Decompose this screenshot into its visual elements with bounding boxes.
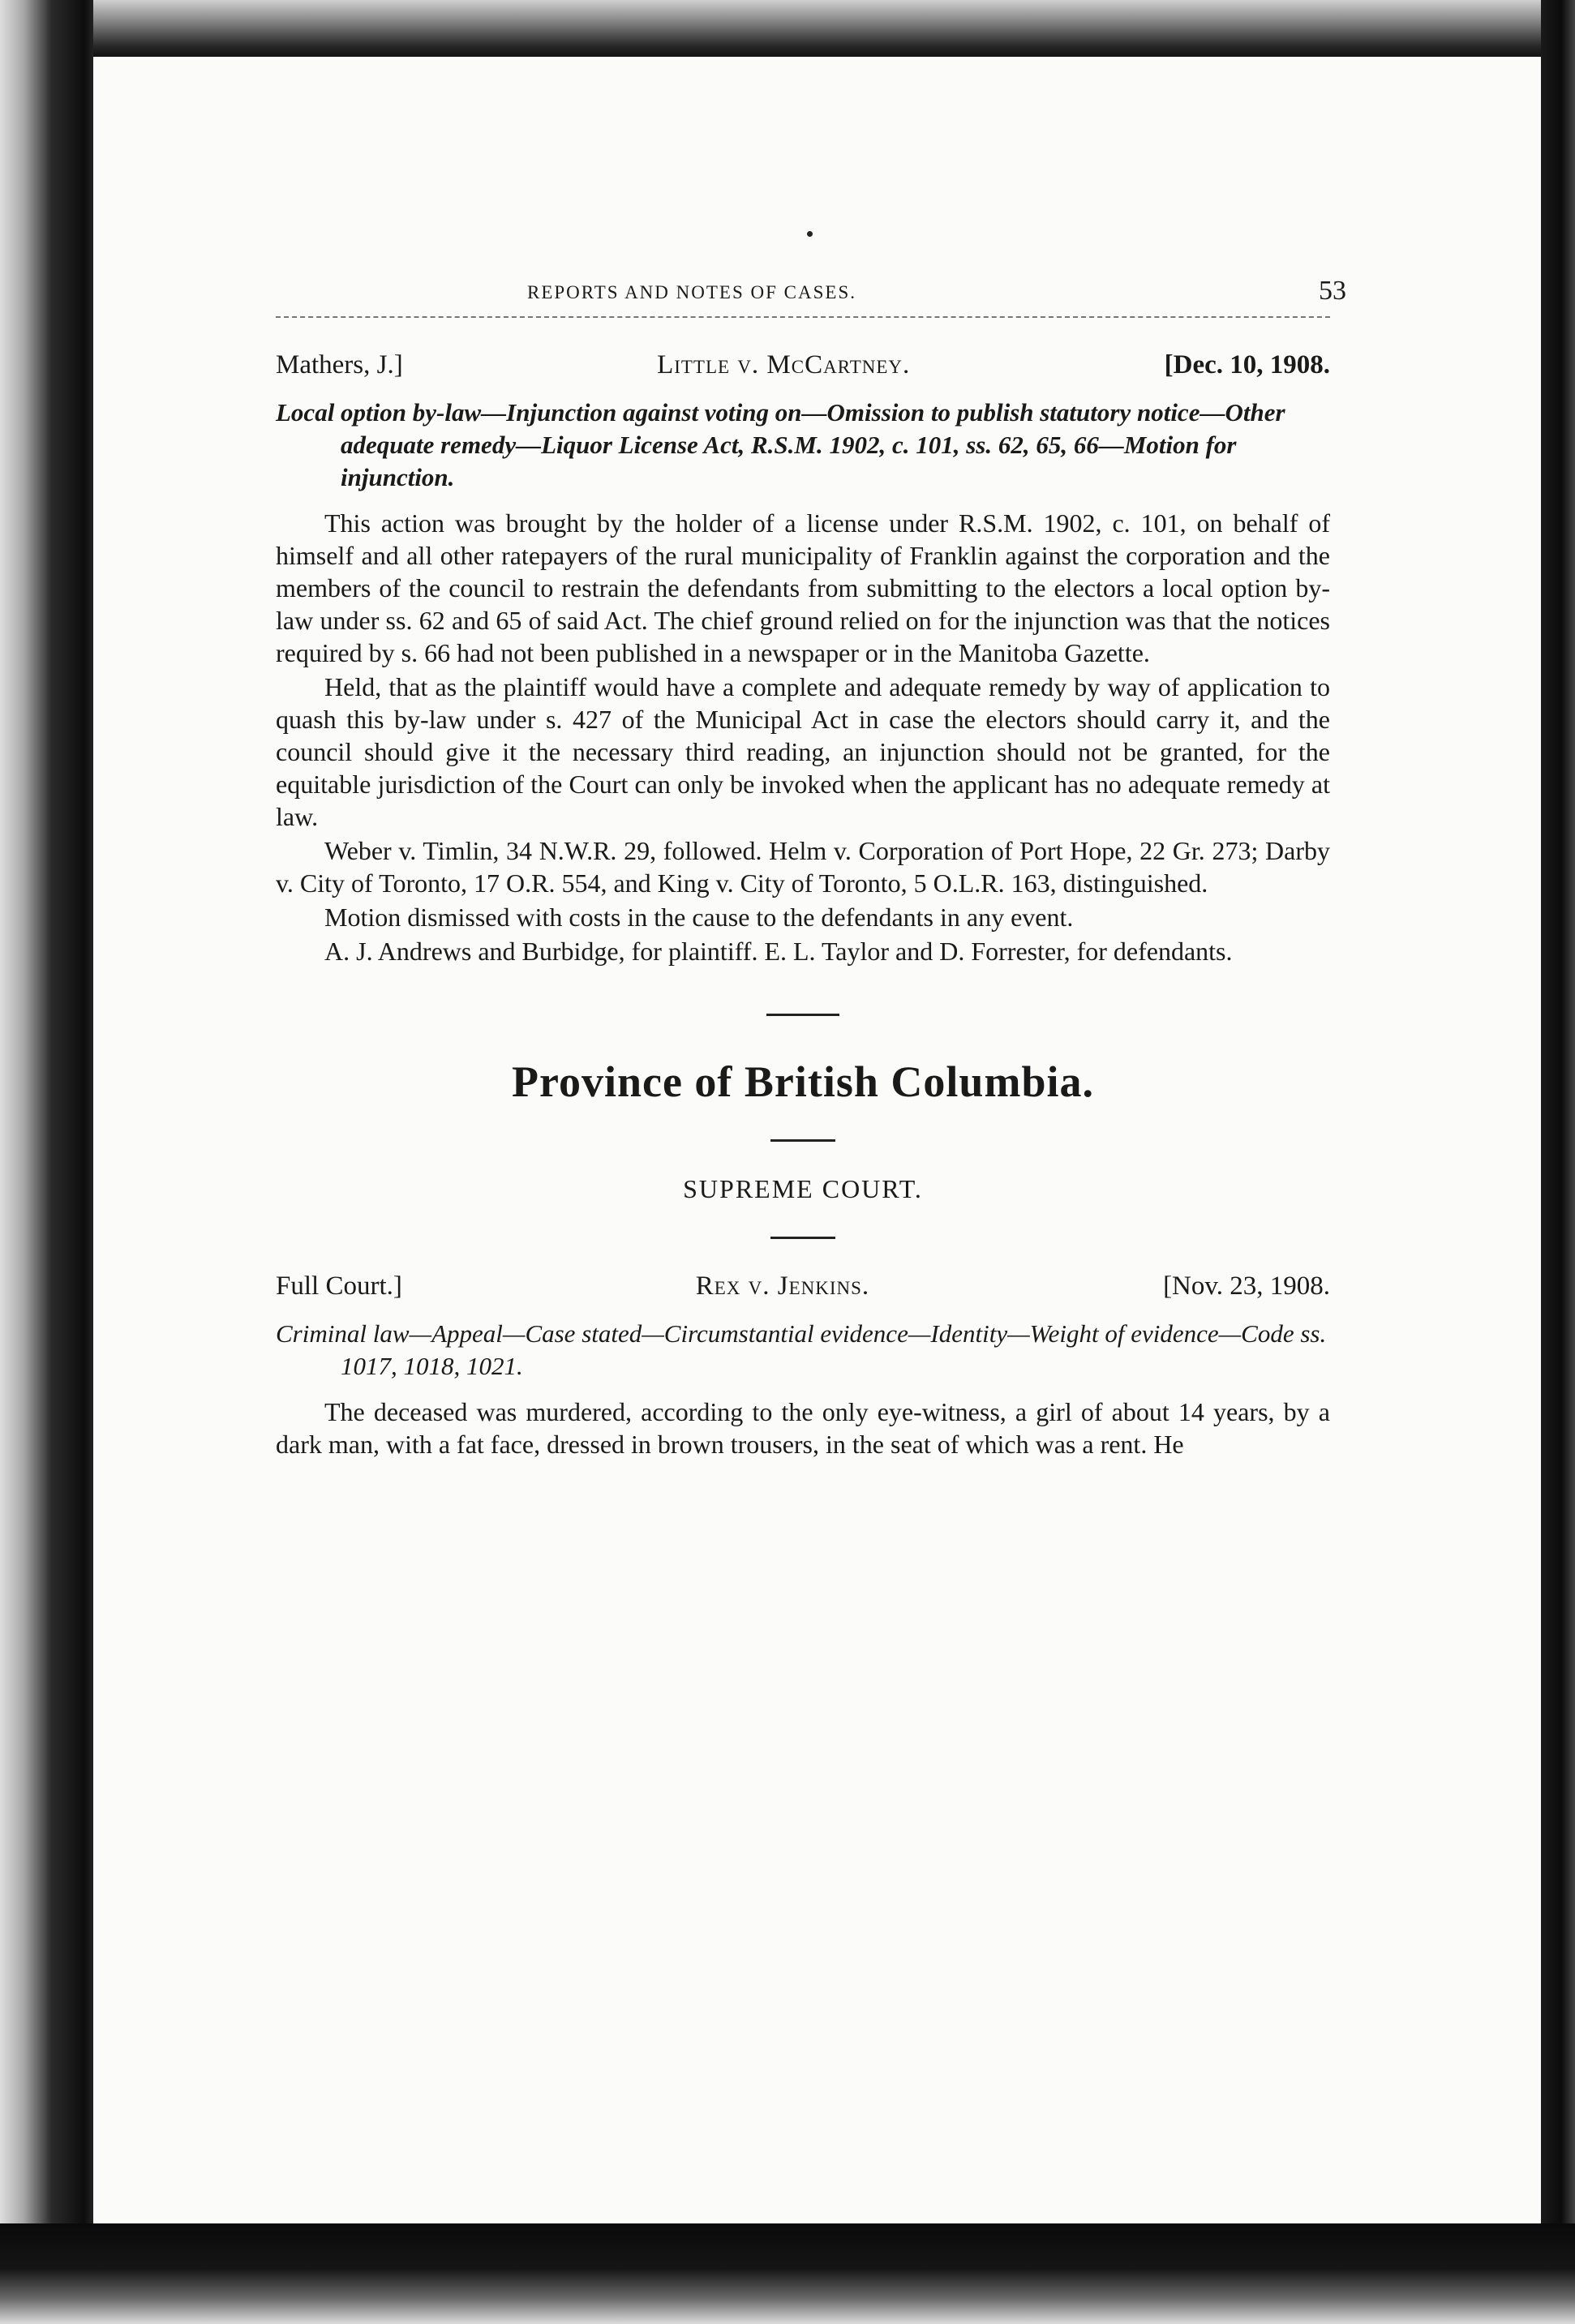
- case-disposition: Motion dismissed with costs in the cause to the defendants in any event.: [324, 903, 1074, 932]
- case-judge: Mathers, J.]: [276, 350, 403, 379]
- case-paragraph: The deceased was murdered, according to the only eye-witness, a girl of about 14 years, by a dark man, with a fat face, dressed in brown trousers, in the seat of which was a rent. He: [276, 1397, 1330, 1459]
- case-date: [Dec. 10, 1908.: [1164, 350, 1330, 379]
- page-content: [276, 276, 1346, 1462]
- case-judge: Full Court.]: [276, 1271, 402, 1301]
- heading-divider: [770, 1237, 835, 1239]
- case-header: [276, 350, 1330, 380]
- province-heading: Province of British Columbia.: [511, 1057, 1094, 1106]
- court-heading: SUPREME COURT.: [683, 1174, 923, 1203]
- section-divider: [766, 1014, 839, 1016]
- case-holding: Held, that as the plaintiff would have a complete and adequate remedy by way of application to quash this by-law under s. 427 of the Municipal Act in case the electors should carry it, and the council should give it the necessary third reading, an injunction should not be granted, for the equitable jurisdiction of the Court can only be invoked when the applicant has no adequate remedy at law.: [276, 672, 1330, 831]
- scan-border-left: [0, 0, 93, 2324]
- running-header: [276, 276, 1346, 318]
- scanned-page: [93, 57, 1541, 2223]
- case-header: [276, 1271, 1330, 1301]
- case-counsel: A. J. Andrews and Burbidge, for plaintiff. E. L. Taylor and D. Forrester, for defendants.: [324, 937, 1233, 966]
- case-date: [Nov. 23, 1908.: [1163, 1271, 1330, 1301]
- running-title: REPORTS AND NOTES OF CASES.: [527, 282, 856, 302]
- stray-mark: [807, 231, 813, 237]
- case-headnote: Criminal law—Appeal—Case stated—Circumstantial evidence—Identity—Weight of evidence—Code ss. 1017, 1018, 1021.: [276, 1319, 1327, 1380]
- case-headnote: Local option by-law—Injunction against voting on—Omission to publish statutory notice—Other adequate remedy—Liquor License Act, R.S.M. 1902, c. 101, ss. 62, 65, 66—Motion for injunction.: [276, 398, 1285, 491]
- scan-border-bottom: [0, 2223, 1575, 2324]
- scan-border-top: [0, 0, 1575, 57]
- case-name: Rex v. Jenkins.: [695, 1271, 870, 1301]
- case-paragraph: This action was brought by the holder of a license under R.S.M. 1902, c. 101, on behalf of himself and all other ratepayers of the rural municipality of Franklin against the corporation and the members of the council to restrain the defendants from submitting to the electors a local option by-law under ss. 62 and 65 of said Act. The chief ground relied on for the injunction was that the notices required by s. 66 had not been published in a newspaper or in the Manitoba Gazette.: [276, 508, 1330, 667]
- case-name: Little v. McCartney.: [657, 350, 911, 379]
- page-number: 53: [1319, 276, 1346, 306]
- heading-divider: [770, 1139, 835, 1142]
- case-citations: Weber v. Timlin, 34 N.W.R. 29, followed. Helm v. Corporation of Port Hope, 22 Gr. 273; Darby v. City of Toronto, 17 O.R. 554, and King v. City of Toronto, 5 O.L.R. 163, distinguished.: [276, 836, 1330, 898]
- scan-border-right: [1541, 0, 1575, 2324]
